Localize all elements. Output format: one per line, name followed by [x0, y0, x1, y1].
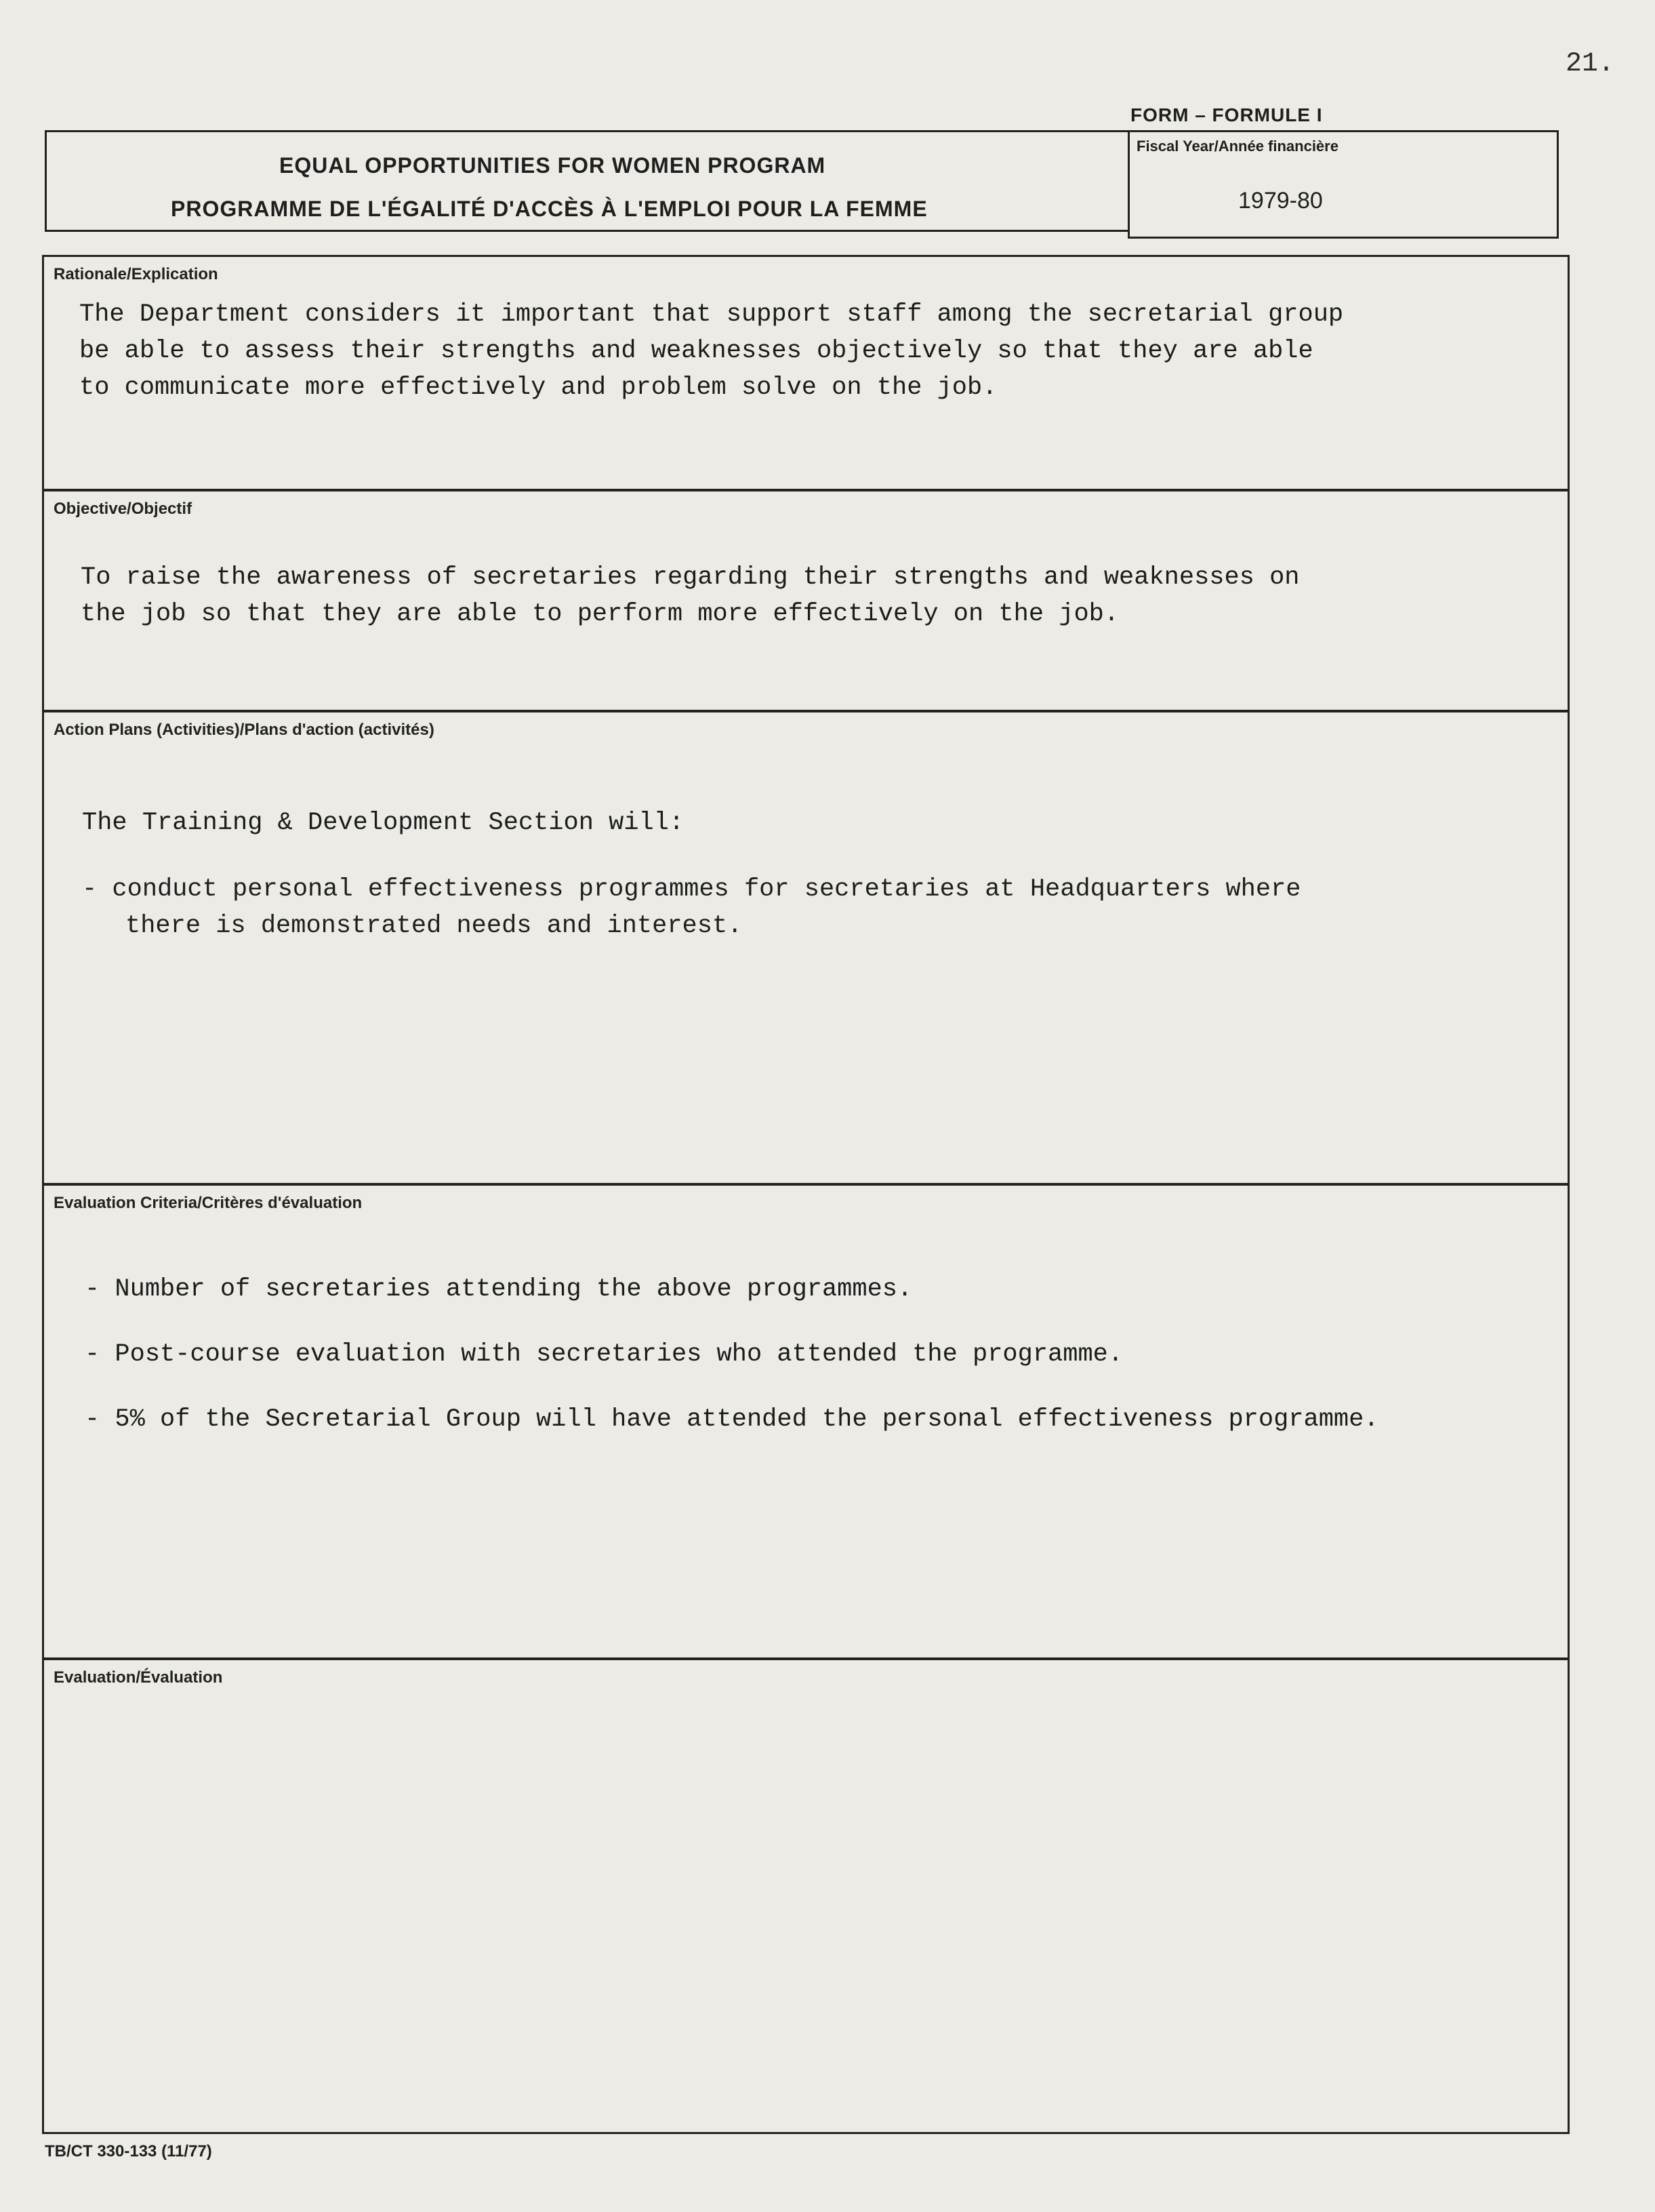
form-code: TB/CT 330-133 (11/77) [45, 2142, 212, 2160]
evaluation-criteria-section [42, 1184, 1570, 1660]
evaluation-criteria-label: Evaluation Criteria/Critères d'évaluation [54, 1194, 363, 1212]
action-plans-section [42, 710, 1570, 1185]
rationale-line-3: to communicate more effectively and problem solve on the job. [79, 374, 998, 402]
evaluation-section [42, 1658, 1570, 2134]
action-plans-bullet-1: - conduct personal effectiveness programmes for secretaries at Headquarters where [82, 875, 1301, 904]
rationale-line-1: The Department considers it important that support staff among the secretarial group [79, 300, 1344, 329]
evaluation-criteria-item-2: - Post-course evaluation with secretaries who attended the programme. [85, 1340, 1124, 1369]
rationale-line-2: be able to assess their strengths and weaknesses objectively so that they are able [79, 337, 1313, 365]
fiscal-year-label: Fiscal Year/Année financière [1137, 138, 1339, 155]
program-title-fr: PROGRAMME DE L'ÉGALITÉ D'ACCÈS À L'EMPLOI POUR LA FEMME [171, 197, 928, 221]
action-plans-intro: The Training & Development Section will: [82, 809, 685, 837]
rationale-section [42, 255, 1570, 491]
program-title-en: EQUAL OPPORTUNITIES FOR WOMEN PROGRAM [279, 153, 826, 178]
objective-section [42, 489, 1570, 712]
action-plans-label: Action Plans (Activities)/Plans d'action (activités) [54, 721, 434, 739]
form-label: FORM – FORMULE I [1130, 104, 1323, 125]
objective-line-1: To raise the awareness of secretaries regarding their strengths and weaknesses on [81, 563, 1300, 592]
rationale-label: Rationale/Explication [54, 265, 218, 283]
page-number: 21. [1566, 49, 1615, 79]
fiscal-year-box [1128, 130, 1559, 239]
evaluation-label: Evaluation/Évaluation [54, 1668, 223, 1687]
objective-label: Objective/Objectif [54, 500, 192, 518]
evaluation-criteria-item-3: - 5% of the Secretarial Group will have attended the personal effectiveness programme. [85, 1405, 1379, 1434]
objective-line-2: the job so that they are able to perform more effectively on the job. [81, 600, 1120, 628]
evaluation-criteria-item-1: - Number of secretaries attending the above programmes. [85, 1275, 913, 1304]
action-plans-bullet-1-cont: there is demonstrated needs and interest. [125, 912, 743, 940]
fiscal-year-value: 1979-80 [1238, 188, 1323, 214]
